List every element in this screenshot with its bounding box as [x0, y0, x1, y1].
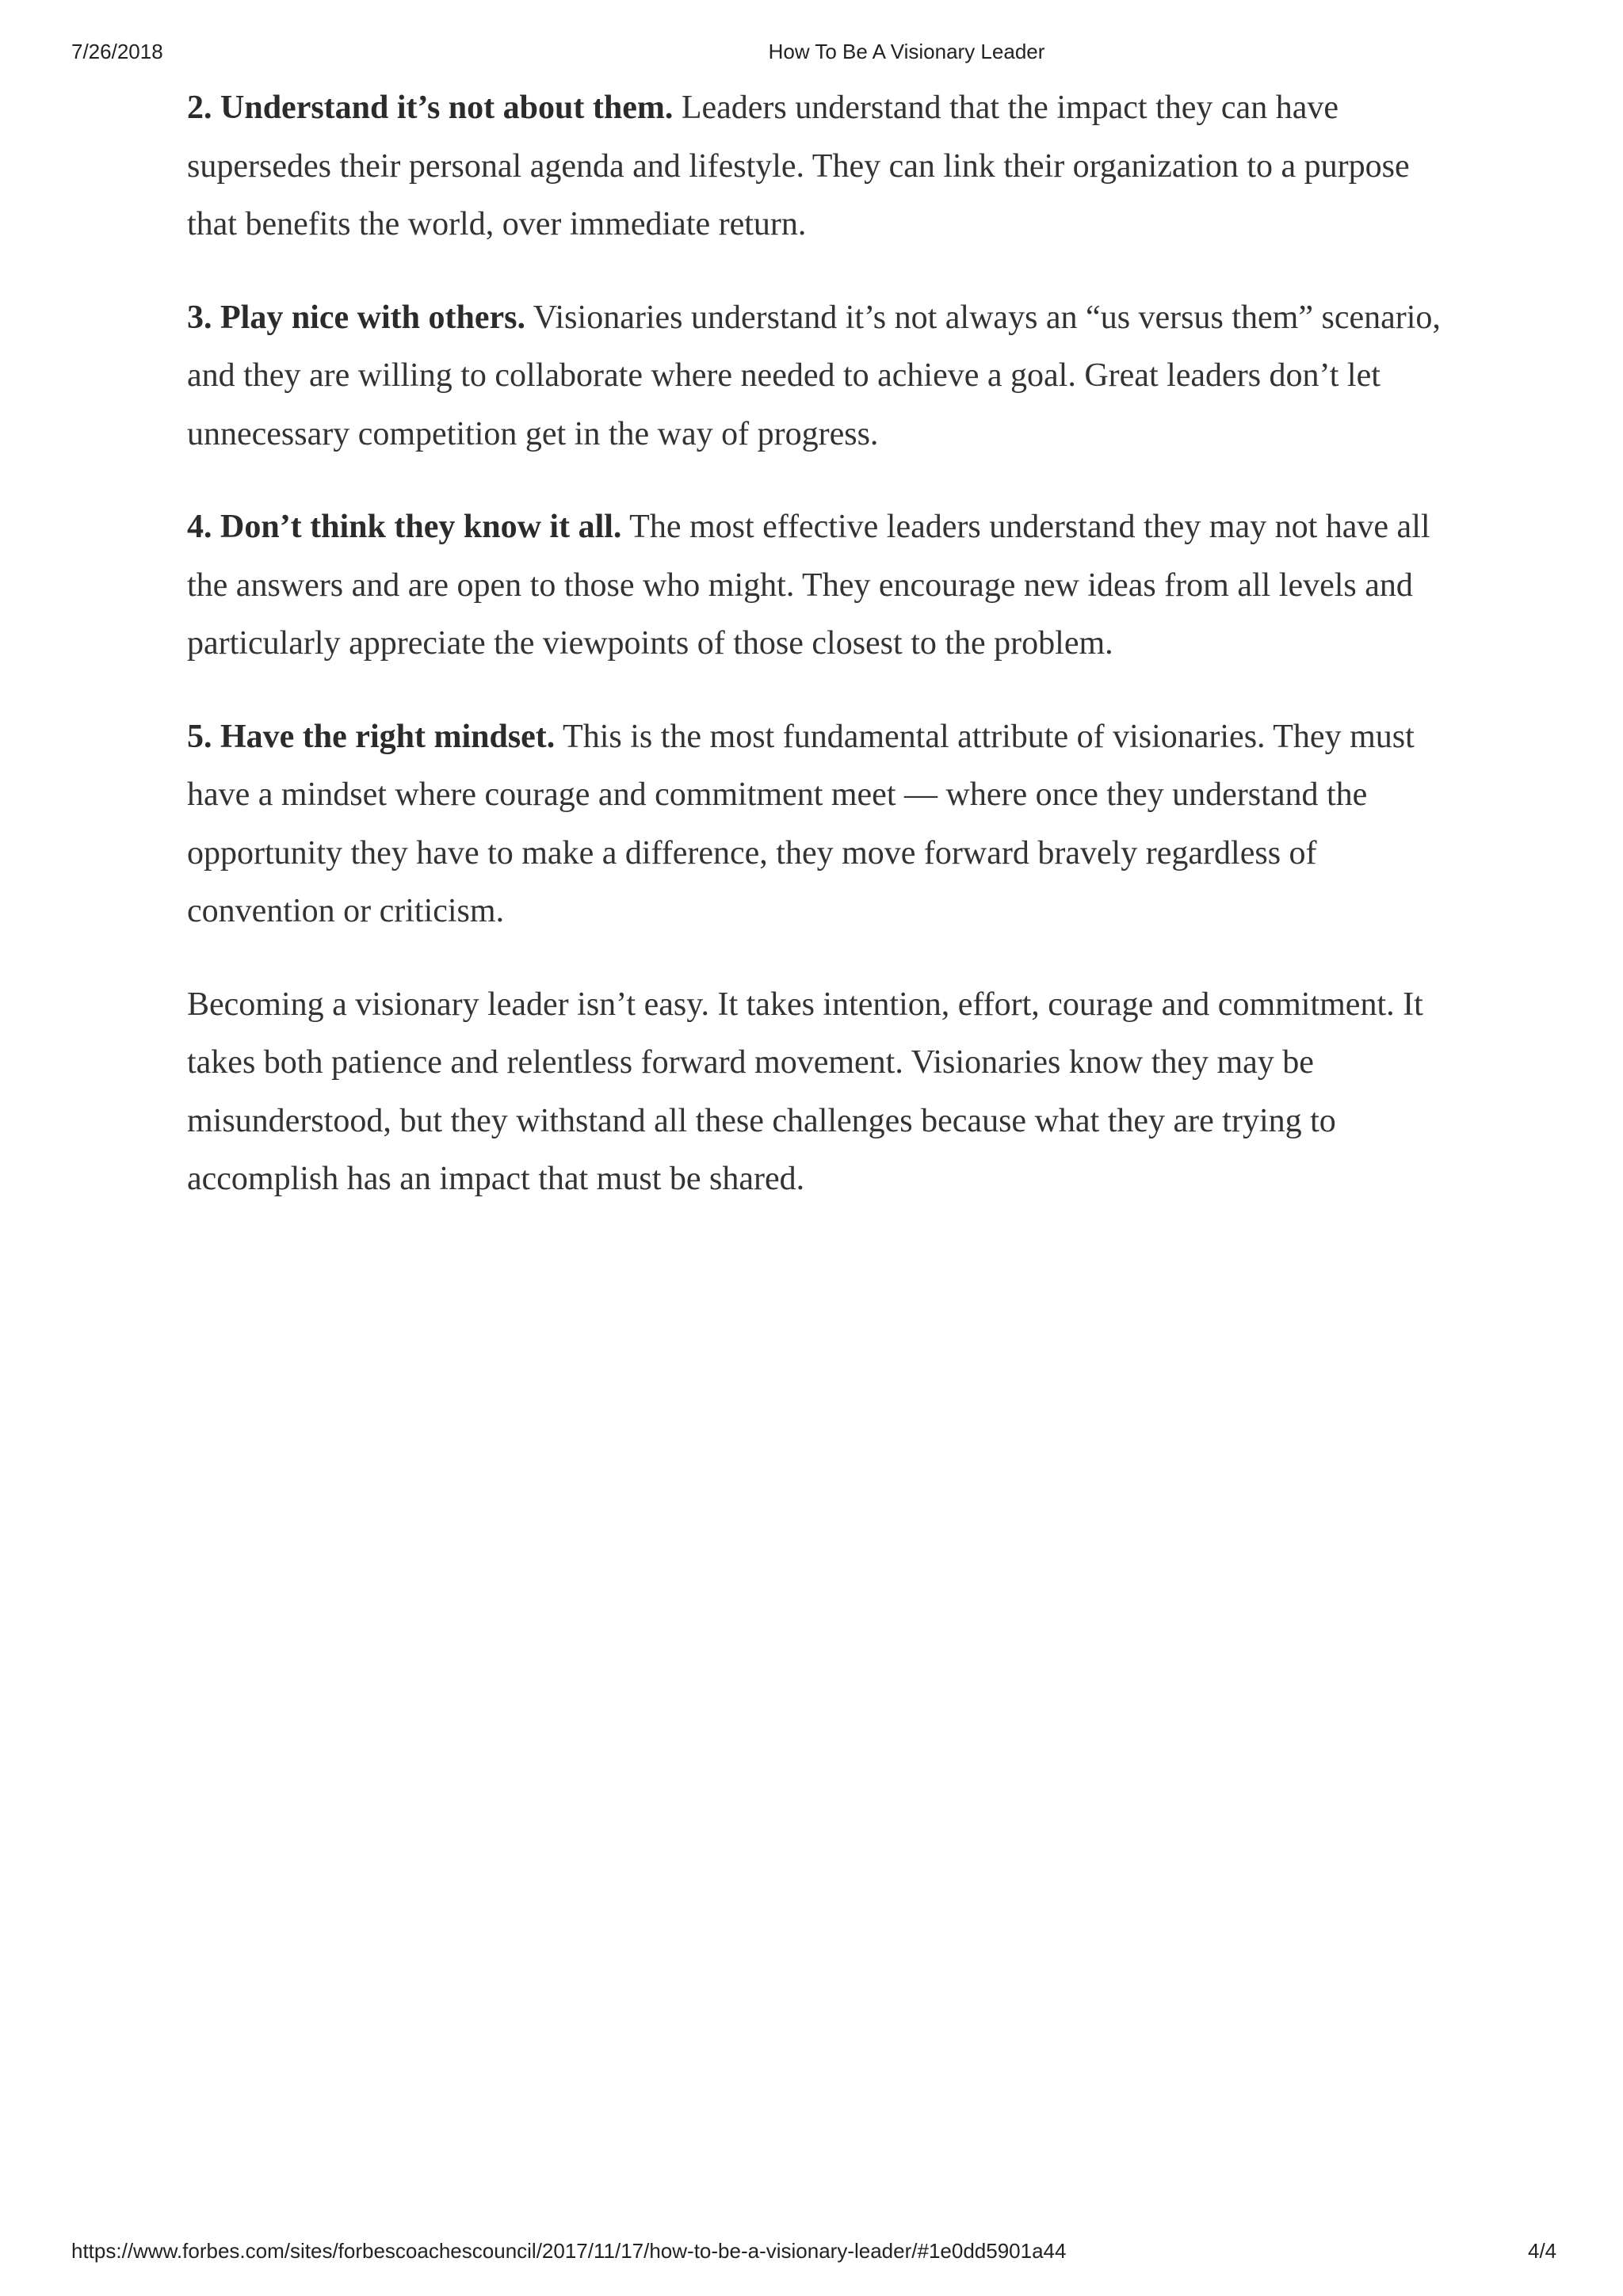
list-item [187, 79, 1455, 254]
item-heading: 4. Don’t think they know it all. [187, 509, 622, 545]
item-heading: 3. Play nice with others. [187, 299, 525, 336]
source-url: https://www.forbes.com/sites/forbescoachescouncil/2017/11/17/how-to-be-a-visionary-leader/#1e0dd5901a44 [71, 2239, 1067, 2263]
closing-paragraph: Becoming a visionary leader isn’t easy. It takes intention, effort, courage and commitment. It takes both patience and relentless forward movement. Visionaries know they may be misunderstood, but they withstand all these challenges because what they are trying to accomplish has an impact that must be shared. [187, 986, 1423, 1197]
print-date: 7/26/2018 [71, 40, 163, 63]
item-heading: 5. Have the right mindset. [187, 718, 556, 755]
item-heading: 2. Understand it’s not about them. [187, 90, 674, 126]
item-text: This is the most fundamental attribute of visionaries. They must have a mindset where courage and commitment meet — where once they understand the opportunity they have to make a difference, they move forward bravely regardless of convention or criticism. [187, 718, 1415, 929]
page-number: 4/4 [1528, 2239, 1557, 2263]
print-footer [0, 2239, 1623, 2267]
print-header [0, 40, 1623, 68]
list-item [187, 289, 1455, 464]
list-item [187, 708, 1455, 941]
list-item [187, 498, 1455, 673]
article-body [187, 79, 1455, 1244]
print-page-title: How To Be A Visionary Leader [768, 40, 1045, 63]
item-text: Leaders understand that the impact they can have supersedes their personal agenda and lifestyle. They can link their organization to a purpose that benefits the world, over immediate return. [187, 90, 1410, 242]
item-text: Visionaries understand it’s not always an “us versus them” scenario, and they are willing to collaborate where needed to achieve a goal. Great leaders don’t let unnecessary competition get in the way of progress. [187, 299, 1441, 452]
item-text: The most effective leaders understand they may not have all the answers and are open to those who might. They encourage new ideas from all levels and particularly appreciate the viewpoints of those closest to the problem. [187, 509, 1430, 662]
